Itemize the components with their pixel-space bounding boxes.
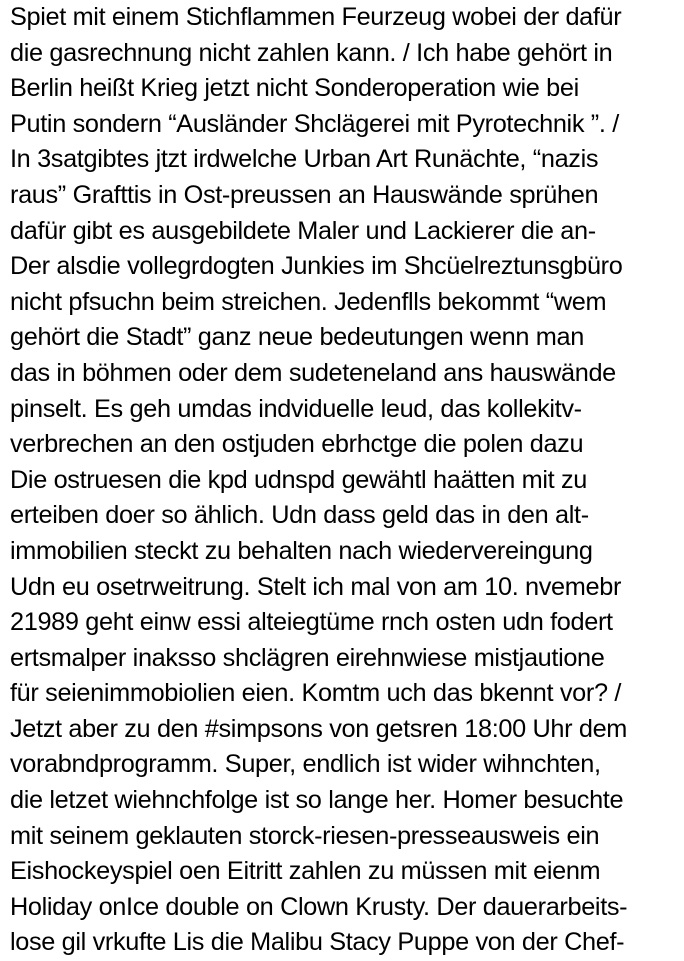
text-line: lose gil vrkufte Lis die Malibu Stacy Puppe von der Chef-	[10, 928, 625, 957]
text-line: erteiben doer so ählich. Udn dass geld das in den alt-	[10, 501, 589, 530]
text-line: für seienimmobiolien eien. Komtm uch das bkennt vor? /	[10, 679, 622, 708]
text-line: Udn eu osetrweitrung. Stelt ich mal von am 10. nvemebr	[10, 572, 622, 601]
text-line: Holiday onIce double on Clown Krusty. Der dauerarbeits-	[10, 892, 628, 921]
text-line: Berlin heißt Krieg jetzt nicht Sonderoperation wie bei	[10, 74, 579, 103]
text-line: mit seinem geklauten storck-riesen-presseausweis ein	[10, 821, 600, 850]
text-line: pinselt. Es geh umdas indviduelle leud, das kollekitv-	[10, 394, 582, 423]
text-line: nicht pfsuchn beim streichen. Jedenflls bekommt “wem	[10, 287, 607, 316]
text-line: Eishockeyspiel oen Eitritt zahlen zu müssen mit eienm	[10, 857, 601, 886]
text-line: vorabndprogramm. Super, endlich ist wider wihnchten,	[10, 750, 601, 779]
text-line: In 3satgibtes jtzt irdwelche Urban Art Runächte, “nazis	[10, 145, 599, 174]
text-line: Putin sondern “Ausländer Shclägerei mit Pyrotechnik ”. /	[10, 109, 619, 138]
text-line: ertsmalper inaksso shclägren eirehnwiese mistjautione	[10, 643, 605, 672]
text-line: dafür gibt es ausgebildete Maler und Lackierer die an-	[10, 216, 596, 245]
text-line: Die ostruesen die kpd udnspd gewähtl haätten mit zu	[10, 465, 587, 494]
text-line: Jetzt aber zu den #simpsons von getsren 18:00 Uhr dem	[10, 714, 628, 743]
text-line: raus” Grafttis in Ost-preussen an Hauswände sprühen	[10, 180, 599, 209]
text-line: verbrechen an den ostjuden ebrhctge die polen dazu	[10, 430, 584, 459]
body-text	[10, 0, 680, 961]
text-line: Der alsdie vollegrdogten Junkies im Shcüelreztunsgbüro	[10, 252, 623, 281]
text-line: gehört die Stadt” ganz neue bedeutungen wenn man	[10, 323, 584, 352]
text-line: immobilien steckt zu behalten nach wiedervereingung	[10, 536, 593, 565]
text-line: das in böhmen oder dem sudeteneland ans hauswände	[10, 358, 616, 387]
text-line: die letzet wiehnchfolge ist so lange her. Homer besuchte	[10, 786, 624, 815]
text-line: Spiet mit einem Stichflammen Feurzeug wobei der dafür	[10, 3, 622, 31]
text-line: die gasrechnung nicht zahlen kann. / Ich habe gehört in	[10, 38, 613, 67]
text-line: 21989 geht einw essi alteiegtüme rnch osten udn fodert	[10, 608, 613, 637]
